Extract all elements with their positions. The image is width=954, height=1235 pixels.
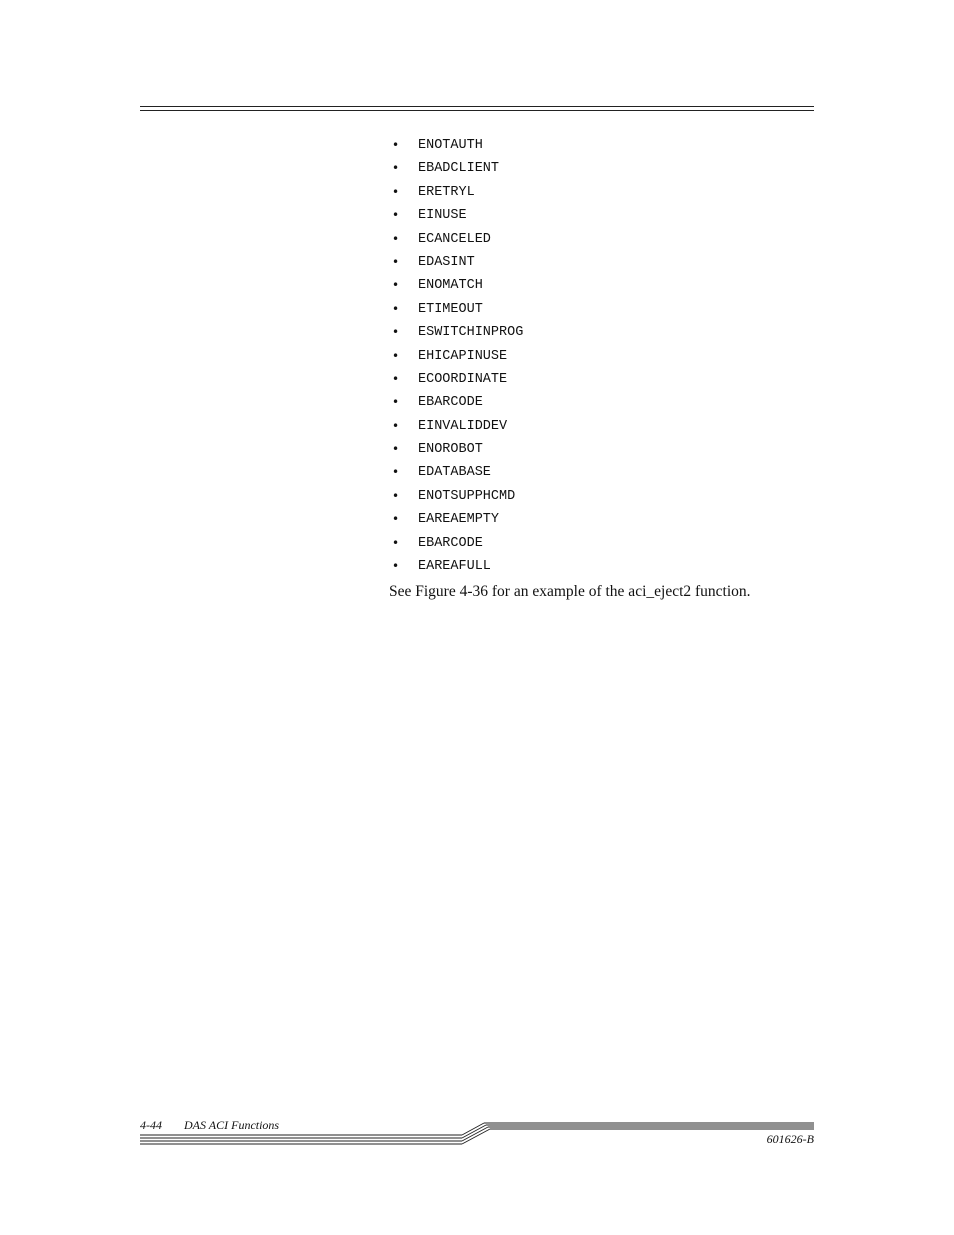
bullet-icon: • bbox=[392, 535, 400, 550]
bullet-icon: • bbox=[392, 138, 400, 152]
error-code: ENOTAUTH bbox=[418, 138, 483, 153]
error-code: EAREAFULL bbox=[418, 559, 491, 575]
bullet-icon: • bbox=[392, 208, 400, 223]
error-code: EBADCLIENT bbox=[418, 161, 500, 177]
error-code: ECANCELED bbox=[418, 231, 491, 247]
error-code: ENOROBOT bbox=[418, 442, 483, 458]
error-code: EBARCODE bbox=[418, 535, 483, 551]
error-code: EINVALIDDEV bbox=[418, 418, 508, 434]
error-code: EHICAPINUSE bbox=[418, 348, 508, 364]
error-code: ENOMATCH bbox=[418, 278, 483, 294]
error-code: ETIMEOUT bbox=[418, 301, 483, 317]
bullet-icon: • bbox=[392, 254, 400, 269]
bullet-icon: • bbox=[392, 184, 400, 199]
error-code: EBARCODE bbox=[418, 395, 483, 411]
error-code: ECOORDINATE bbox=[418, 371, 508, 387]
footer-left bbox=[140, 1118, 279, 1133]
bullet-icon: • bbox=[392, 488, 400, 503]
bullet-icon: • bbox=[392, 371, 400, 386]
error-code: EDATABASE bbox=[418, 465, 491, 481]
bullet-icon: • bbox=[392, 348, 400, 363]
doc-number: 601626-B bbox=[766, 1132, 814, 1146]
bullet-icon: • bbox=[392, 325, 400, 340]
bullet-icon: • bbox=[392, 301, 400, 316]
bullet-icon: • bbox=[392, 559, 400, 574]
bullet-icon: • bbox=[392, 395, 400, 410]
error-code: ENOTSUPPHCMD bbox=[418, 488, 516, 504]
error-code: EAREAEMPTY bbox=[418, 512, 500, 528]
bullet-icon: • bbox=[392, 442, 400, 457]
bullet-icon: • bbox=[392, 465, 400, 480]
error-code: EINUSE bbox=[418, 208, 467, 224]
error-code: ESWITCHINPROG bbox=[418, 325, 524, 341]
bullet-icon: • bbox=[392, 278, 400, 293]
bullet-icon: • bbox=[392, 231, 400, 246]
bullet-icon: • bbox=[392, 418, 400, 433]
section-title: DAS ACI Functions bbox=[184, 1118, 280, 1132]
page-number: 4-44 bbox=[140, 1118, 162, 1132]
body-paragraph: See Figure 4-36 for an example of the aci_eject2 function. bbox=[389, 583, 751, 600]
bullet-icon: • bbox=[392, 161, 400, 176]
error-code: ERETRYL bbox=[418, 184, 475, 200]
error-code: EDASINT bbox=[418, 254, 475, 270]
bullet-icon: • bbox=[392, 512, 400, 527]
